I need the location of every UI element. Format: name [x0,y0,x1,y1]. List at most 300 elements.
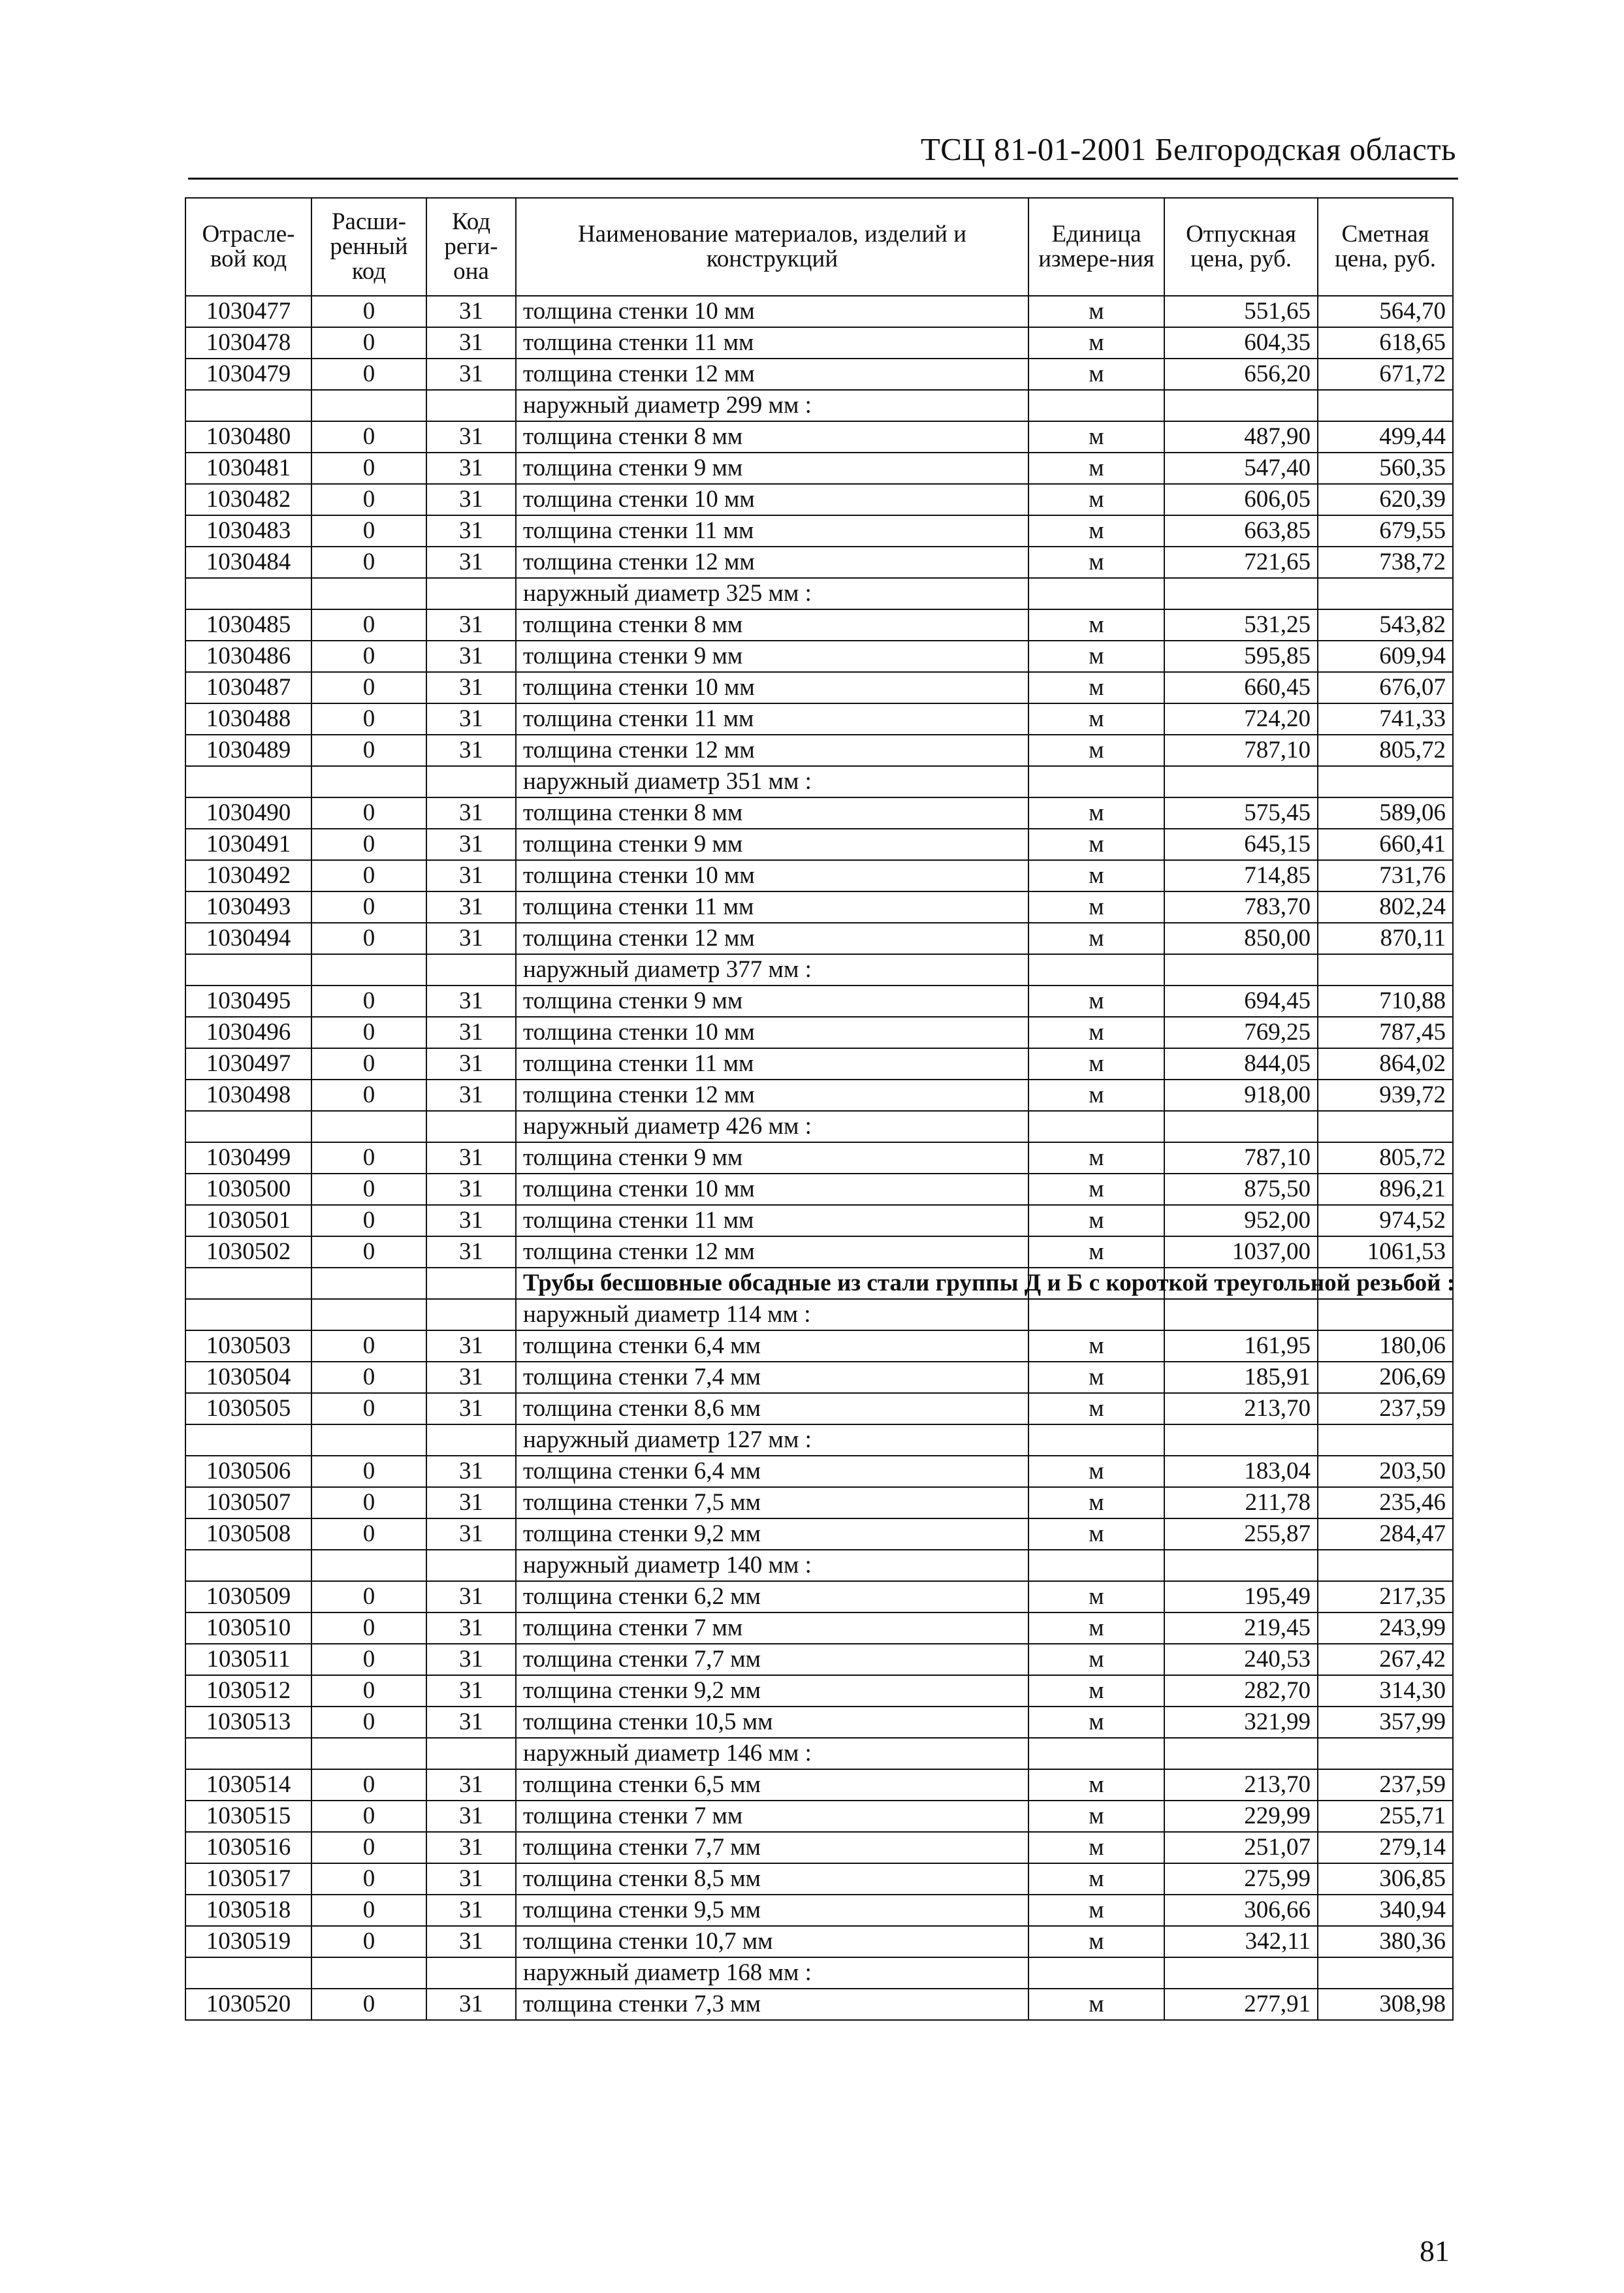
cell-code: 1030503 [185,1330,311,1362]
cell-estimate-price: 560,35 [1318,453,1453,484]
group-heading: Трубы бесшовные обсадные из стали группы Д и Б с короткой треугольной резьбой : [516,1268,1028,1299]
cell-code-empty [185,1268,311,1299]
cell-estimate-price-empty [1318,766,1453,797]
col-header-ext-code: Расши-ренный код [311,198,426,296]
cell-ext-code: 0 [311,1487,426,1518]
cell-code: 1030478 [185,327,311,359]
cell-release-price: 787,10 [1164,1142,1318,1174]
cell-region: 31 [426,1989,516,2020]
cell-region: 31 [426,1142,516,1174]
subheading-row [185,1111,1453,1142]
cell-region-empty [426,578,516,609]
cell-unit-empty [1028,1424,1164,1456]
cell-name: толщина стенки 8,6 мм [516,1393,1028,1424]
subheading: наружный диаметр 114 мм : [516,1299,1028,1330]
cell-estimate-price: 618,65 [1318,327,1453,359]
cell-name: толщина стенки 10 мм [516,296,1028,327]
cell-code: 1030511 [185,1644,311,1675]
cell-region: 31 [426,1362,516,1393]
subheading-row [185,390,1453,421]
cell-estimate-price: 589,06 [1318,797,1453,829]
cell-release-price-empty [1164,1550,1318,1581]
cell-region: 31 [426,641,516,672]
cell-region: 31 [426,1236,516,1268]
cell-estimate-price: 870,11 [1318,923,1453,954]
cell-unit: м [1028,327,1164,359]
cell-ext-code-empty [311,390,426,421]
cell-ext-code: 0 [311,1832,426,1863]
cell-code: 1030515 [185,1801,311,1832]
cell-release-price: 724,20 [1164,703,1318,735]
cell-unit: м [1028,1895,1164,1926]
cell-region-empty [426,1268,516,1299]
cell-ext-code: 0 [311,735,426,766]
cell-estimate-price-empty [1318,954,1453,986]
cell-ext-code: 0 [311,484,426,515]
cell-code: 1030484 [185,547,311,578]
cell-ext-code-empty [311,1738,426,1769]
table-row [185,1644,1453,1675]
cell-release-price: 575,45 [1164,797,1318,829]
table-row [185,359,1453,390]
cell-estimate-price: 787,45 [1318,1017,1453,1048]
cell-region: 31 [426,1801,516,1832]
cell-ext-code-empty [311,954,426,986]
cell-code: 1030495 [185,986,311,1017]
subheading: наружный диаметр 146 мм : [516,1738,1028,1769]
cell-unit: м [1028,296,1164,327]
cell-code: 1030504 [185,1362,311,1393]
table-row [185,484,1453,515]
cell-unit: м [1028,515,1164,547]
table-row [185,986,1453,1017]
cell-region: 31 [426,515,516,547]
cell-estimate-price: 620,39 [1318,484,1453,515]
cell-estimate-price: 237,59 [1318,1393,1453,1424]
table-row [185,860,1453,891]
cell-ext-code-empty [311,1299,426,1330]
cell-code: 1030505 [185,1393,311,1424]
cell-region-empty [426,1957,516,1989]
cell-unit-empty [1028,766,1164,797]
subheading: наружный диаметр 127 мм : [516,1424,1028,1456]
cell-release-price: 952,00 [1164,1205,1318,1236]
cell-region-empty [426,1424,516,1456]
cell-code: 1030514 [185,1769,311,1801]
cell-ext-code: 0 [311,672,426,703]
col-header-release-price: Отпускная цена, руб. [1164,198,1318,296]
cell-region-empty [426,1299,516,1330]
cell-region: 31 [426,359,516,390]
cell-code: 1030509 [185,1581,311,1612]
cell-estimate-price: 267,42 [1318,1644,1453,1675]
cell-name: толщина стенки 9,2 мм [516,1518,1028,1550]
cell-code: 1030500 [185,1174,311,1205]
cell-region: 31 [426,891,516,923]
cell-code: 1030508 [185,1518,311,1550]
cell-code: 1030506 [185,1456,311,1487]
cell-name: толщина стенки 8 мм [516,609,1028,641]
table-row [185,672,1453,703]
table-row [185,1989,1453,2020]
cell-ext-code-empty [311,578,426,609]
cell-ext-code: 0 [311,1801,426,1832]
cell-name: толщина стенки 11 мм [516,891,1028,923]
cell-unit-empty [1028,390,1164,421]
cell-ext-code: 0 [311,1581,426,1612]
cell-unit: м [1028,547,1164,578]
cell-region: 31 [426,1644,516,1675]
cell-region: 31 [426,1048,516,1080]
cell-estimate-price: 805,72 [1318,735,1453,766]
table-row [185,1675,1453,1707]
table-row [185,1926,1453,1957]
cell-release-price: 251,07 [1164,1832,1318,1863]
cell-ext-code: 0 [311,1174,426,1205]
cell-code-empty [185,1738,311,1769]
cell-code: 1030483 [185,515,311,547]
cell-release-price: 918,00 [1164,1080,1318,1111]
cell-ext-code: 0 [311,1644,426,1675]
cell-name: толщина стенки 6,2 мм [516,1581,1028,1612]
cell-ext-code: 0 [311,703,426,735]
cell-unit: м [1028,1989,1164,2020]
cell-name: толщина стенки 11 мм [516,703,1028,735]
cell-region: 31 [426,735,516,766]
subheading-row [185,766,1453,797]
subheading: наружный диаметр 168 мм : [516,1957,1028,1989]
cell-estimate-price: 671,72 [1318,359,1453,390]
col-header-region: Код реги-она [426,198,516,296]
cell-code: 1030493 [185,891,311,923]
cell-ext-code: 0 [311,891,426,923]
subheading: наружный диаметр 351 мм : [516,766,1028,797]
cell-ext-code: 0 [311,327,426,359]
cell-code: 1030513 [185,1707,311,1738]
cell-ext-code: 0 [311,296,426,327]
cell-unit: м [1028,703,1164,735]
group-heading-row [185,1268,1453,1299]
cell-name: толщина стенки 9 мм [516,986,1028,1017]
cell-estimate-price-empty [1318,1424,1453,1456]
cell-release-price: 694,45 [1164,986,1318,1017]
cell-unit: м [1028,829,1164,860]
table-row [185,1863,1453,1895]
cell-unit: м [1028,1330,1164,1362]
cell-name: толщина стенки 7,3 мм [516,1989,1028,2020]
cell-release-price: 219,45 [1164,1612,1318,1644]
cell-region: 31 [426,1581,516,1612]
table-row [185,1362,1453,1393]
cell-ext-code: 0 [311,547,426,578]
cell-ext-code: 0 [311,1456,426,1487]
cell-code: 1030512 [185,1675,311,1707]
cell-code: 1030477 [185,296,311,327]
cell-code: 1030510 [185,1612,311,1644]
cell-unit-empty [1028,1299,1164,1330]
cell-ext-code: 0 [311,359,426,390]
cell-release-price: 255,87 [1164,1518,1318,1550]
cell-unit: м [1028,986,1164,1017]
cell-region: 31 [426,923,516,954]
cell-release-price: 277,91 [1164,1989,1318,2020]
cell-unit: м [1028,672,1164,703]
cell-release-price: 183,04 [1164,1456,1318,1487]
col-header-name: Наименование материалов, изделий и конструкций [516,198,1028,296]
cell-release-price: 275,99 [1164,1863,1318,1895]
cell-name: толщина стенки 7,5 мм [516,1487,1028,1518]
cell-code: 1030481 [185,453,311,484]
table-body [185,296,1456,2020]
cell-unit: м [1028,1456,1164,1487]
cell-ext-code: 0 [311,1080,426,1111]
cell-unit: м [1028,1707,1164,1738]
cell-estimate-price: 180,06 [1318,1330,1453,1362]
cell-region: 31 [426,1393,516,1424]
table-row [185,1801,1453,1832]
cell-code-empty [185,1299,311,1330]
cell-name: толщина стенки 9 мм [516,453,1028,484]
cell-release-price: 721,65 [1164,547,1318,578]
cell-ext-code: 0 [311,1017,426,1048]
cell-region-empty [426,766,516,797]
cell-ext-code: 0 [311,421,426,453]
cell-estimate-price-empty [1318,1550,1453,1581]
subheading: наружный диаметр 299 мм : [516,390,1028,421]
cell-code-empty [185,1957,311,1989]
cell-region: 31 [426,860,516,891]
cell-unit: м [1028,1832,1164,1863]
cell-release-price: 595,85 [1164,641,1318,672]
table-row [185,421,1453,453]
document-header-title: ТСЦ 81-01-2001 Белгородская область [920,131,1456,167]
price-table [185,197,1454,2021]
cell-unit-empty [1028,1111,1164,1142]
cell-region: 31 [426,703,516,735]
cell-region: 31 [426,453,516,484]
cell-region: 31 [426,1895,516,1926]
cell-name: толщина стенки 10 мм [516,484,1028,515]
cell-ext-code: 0 [311,515,426,547]
cell-code: 1030497 [185,1048,311,1080]
cell-name: толщина стенки 7 мм [516,1612,1028,1644]
cell-estimate-price-empty [1318,578,1453,609]
cell-release-price: 606,05 [1164,484,1318,515]
cell-unit: м [1028,453,1164,484]
cell-unit-empty [1028,578,1164,609]
cell-region: 31 [426,296,516,327]
table-row [185,1205,1453,1236]
cell-ext-code: 0 [311,1707,426,1738]
cell-unit: м [1028,1487,1164,1518]
cell-estimate-price: 206,69 [1318,1362,1453,1393]
cell-estimate-price: 864,02 [1318,1048,1453,1080]
cell-ext-code: 0 [311,1612,426,1644]
cell-release-price: 844,05 [1164,1048,1318,1080]
cell-release-price: 240,53 [1164,1644,1318,1675]
cell-release-price: 321,99 [1164,1707,1318,1738]
page-number: 81 [1420,2234,1450,2268]
table-row [185,797,1453,829]
cell-region: 31 [426,797,516,829]
cell-release-price-empty [1164,1957,1318,1989]
cell-code: 1030491 [185,829,311,860]
cell-estimate-price-empty [1318,1111,1453,1142]
cell-region: 31 [426,1205,516,1236]
cell-unit: м [1028,1644,1164,1675]
cell-unit: м [1028,1048,1164,1080]
cell-estimate-price: 939,72 [1318,1080,1453,1111]
cell-region: 31 [426,327,516,359]
cell-ext-code: 0 [311,1895,426,1926]
cell-release-price: 783,70 [1164,891,1318,923]
cell-estimate-price: 738,72 [1318,547,1453,578]
cell-ext-code: 0 [311,1675,426,1707]
cell-unit: м [1028,797,1164,829]
cell-release-price-empty [1164,578,1318,609]
cell-ext-code: 0 [311,1205,426,1236]
cell-name: толщина стенки 10,7 мм [516,1926,1028,1957]
cell-code: 1030501 [185,1205,311,1236]
cell-unit-empty [1028,1957,1164,1989]
cell-name: толщина стенки 10 мм [516,672,1028,703]
cell-unit: м [1028,484,1164,515]
cell-estimate-price: 974,52 [1318,1205,1453,1236]
cell-estimate-price-empty [1318,390,1453,421]
header-divider [188,178,1458,180]
cell-region-empty [426,1111,516,1142]
cell-release-price: 645,15 [1164,829,1318,860]
subheading-row [185,1424,1453,1456]
cell-unit: м [1028,1863,1164,1895]
cell-code: 1030518 [185,1895,311,1926]
cell-release-price: 161,95 [1164,1330,1318,1362]
cell-name: толщина стенки 6,4 мм [516,1330,1028,1362]
cell-code: 1030494 [185,923,311,954]
cell-unit: м [1028,359,1164,390]
cell-region: 31 [426,484,516,515]
cell-region: 31 [426,1330,516,1362]
cell-estimate-price-empty [1318,1738,1453,1769]
cell-code: 1030482 [185,484,311,515]
cell-release-price: 306,66 [1164,1895,1318,1926]
subheading-row [185,578,1453,609]
cell-code: 1030479 [185,359,311,390]
cell-ext-code: 0 [311,860,426,891]
cell-region: 31 [426,1863,516,1895]
table-row [185,453,1453,484]
cell-code: 1030488 [185,703,311,735]
cell-release-price: 787,10 [1164,735,1318,766]
cell-ext-code-empty [311,1111,426,1142]
cell-unit: м [1028,1080,1164,1111]
subheading: наружный диаметр 325 мм : [516,578,1028,609]
cell-estimate-price: 237,59 [1318,1769,1453,1801]
col-header-code: Отрасле-вой код [185,198,311,296]
cell-unit: м [1028,609,1164,641]
cell-region: 31 [426,609,516,641]
cell-unit: м [1028,923,1164,954]
table-row [185,327,1453,359]
cell-ext-code: 0 [311,1048,426,1080]
cell-release-price-empty [1164,954,1318,986]
cell-estimate-price: 660,41 [1318,829,1453,860]
cell-release-price-empty [1164,1738,1318,1769]
cell-release-price: 850,00 [1164,923,1318,954]
cell-release-price: 487,90 [1164,421,1318,453]
cell-estimate-price: 279,14 [1318,1832,1453,1863]
cell-estimate-price: 1061,53 [1318,1236,1453,1268]
table-header-row [185,198,1453,296]
subheading-row [185,1299,1453,1330]
cell-estimate-price: 235,46 [1318,1487,1453,1518]
cell-release-price: 342,11 [1164,1926,1318,1957]
cell-code: 1030485 [185,609,311,641]
cell-unit-empty [1028,1550,1164,1581]
cell-estimate-price: 308,98 [1318,1989,1453,2020]
cell-name: толщина стенки 10 мм [516,1017,1028,1048]
cell-name: толщина стенки 12 мм [516,735,1028,766]
cell-release-price: 195,49 [1164,1581,1318,1612]
cell-estimate-price: 314,30 [1318,1675,1453,1707]
table-row [185,1236,1453,1268]
table-row [185,1769,1453,1801]
cell-code: 1030520 [185,1989,311,2020]
table-row [185,1393,1453,1424]
cell-name: толщина стенки 12 мм [516,359,1028,390]
cell-region: 31 [426,1080,516,1111]
cell-estimate-price: 731,76 [1318,860,1453,891]
cell-estimate-price: 380,36 [1318,1926,1453,1957]
cell-region: 31 [426,1017,516,1048]
cell-estimate-price: 203,50 [1318,1456,1453,1487]
subheading: наружный диаметр 377 мм : [516,954,1028,986]
cell-region-empty [426,1550,516,1581]
cell-code-empty [185,954,311,986]
cell-unit: м [1028,1675,1164,1707]
cell-release-price: 551,65 [1164,296,1318,327]
cell-region: 31 [426,1832,516,1863]
cell-ext-code: 0 [311,1863,426,1895]
cell-code-empty [185,578,311,609]
cell-unit: м [1028,860,1164,891]
cell-code: 1030489 [185,735,311,766]
table-row [185,296,1453,327]
cell-region: 31 [426,1926,516,1957]
cell-name: толщина стенки 7,7 мм [516,1832,1028,1863]
cell-estimate-price-empty [1318,1299,1453,1330]
cell-name: толщина стенки 7,7 мм [516,1644,1028,1675]
cell-code: 1030517 [185,1863,311,1895]
cell-release-price: 229,99 [1164,1801,1318,1832]
cell-ext-code: 0 [311,1518,426,1550]
cell-code: 1030492 [185,860,311,891]
cell-unit: м [1028,1205,1164,1236]
cell-estimate-price-empty [1318,1957,1453,1989]
cell-name: толщина стенки 10,5 мм [516,1707,1028,1738]
cell-code: 1030499 [185,1142,311,1174]
cell-release-price: 282,70 [1164,1675,1318,1707]
table-row [185,1456,1453,1487]
cell-estimate-price: 340,94 [1318,1895,1453,1926]
table-row [185,641,1453,672]
table-row [185,829,1453,860]
cell-code: 1030502 [185,1236,311,1268]
cell-ext-code-empty [311,1424,426,1456]
cell-region-empty [426,390,516,421]
cell-ext-code: 0 [311,1769,426,1801]
cell-unit: м [1028,735,1164,766]
